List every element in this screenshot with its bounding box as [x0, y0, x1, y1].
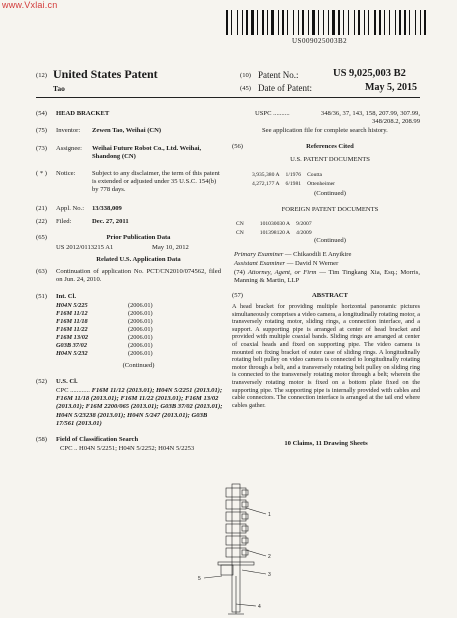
attorney: [234, 269, 420, 285]
refs-code: (56): [232, 143, 243, 150]
assignee-value: Weihai Future Robot Co., Ltd. Weihai, Shandong (CN): [92, 145, 202, 161]
patent-number: US 9,025,003 B2: [333, 68, 406, 79]
intcl-row: [56, 350, 153, 358]
intcl-year: (2006.01): [128, 342, 153, 349]
foreign-doc-no: 101030030 A: [259, 221, 291, 227]
intcl-year: (2006.01): [128, 310, 153, 317]
header-rule: [36, 97, 420, 98]
see-application: See application file for complete search history.: [262, 127, 388, 134]
intcl-continued: (Continued): [122, 362, 155, 369]
us-doc-row: [252, 181, 339, 188]
intcl-table: [56, 302, 153, 358]
attorney-name: — Tim Tingkang Xia, Esq.; Morris, Manning & Martin, LLP: [234, 269, 420, 285]
drawing-label-5: 5: [198, 576, 201, 582]
video-camera: [242, 514, 248, 519]
inventor-code: (75): [36, 127, 47, 134]
uscl-code: (52): [36, 378, 47, 385]
sliding-ring-module: [226, 488, 246, 497]
uspc-classes: 348/36, 37, 143, 158, 207.99, 307.99, 348/208.2, 208.99: [320, 110, 420, 126]
field-code: (58): [36, 436, 47, 443]
us-doc-date: 6/1981: [285, 181, 302, 187]
assignee-code: (73): [36, 145, 47, 152]
foreign-continued: (Continued): [314, 237, 346, 244]
inventor-value: Zewen Tao, Weihai (CN): [92, 127, 162, 134]
intcl-row: [56, 318, 153, 326]
prior-pub-number: US 2012/0113215 A1: [56, 244, 114, 251]
video-camera: [242, 490, 248, 495]
assignee-label: Assignee:: [56, 145, 83, 152]
intcl-class: H04N 5/225: [56, 302, 88, 309]
barcode-number: US009025003B2: [292, 37, 348, 45]
watermark-text: www.Vxlai.cn: [2, 0, 58, 10]
sliding-ring-module: [226, 536, 246, 545]
prior-pub-date: May 10, 2012: [152, 244, 189, 251]
attorney-code: (74): [234, 269, 245, 276]
intcl-row: [56, 326, 153, 334]
notice-code: ( * ): [36, 170, 47, 177]
us-doc-date: 1/1976: [285, 172, 302, 178]
appl-code: (21): [36, 205, 47, 212]
drawing-label-4: 4: [258, 604, 261, 610]
foreign-doc-cc: CN: [236, 221, 244, 227]
us-doc-no: 3,935,380 A: [252, 172, 280, 178]
filed-code: (22): [36, 218, 47, 225]
intcl-code: (51): [36, 293, 47, 300]
abstract-text: A head bracket for providing multiple horizontal panoramic pictures simultaneously comprises a video camera, a longitudinally rotating motor, a transversely rotating motor, sliding rings, a connection interface, and a support. A supporting pipe is arranged at center of head bracket and provided with multiple coaxial bands. Sliding rings are arranged at center of coaxial heads and fixed on supporting pipe. The video camera is mounted on fixing bracket of outer case of sliding rings. A longitudinally rotating belt pulley on video camera is connected to longitudinally rotating motor through a belt, and a transversely rotating belt pulley on sliding ring is connected to the transversely rotating motor through a belt; wherein the transversely rotating motor is fixed on a bottom plate fixed on the supporting pipe. The supporting pipe is internally provided with cables and cable connectors. The connection interface is arranged at the tail end where cables gather.: [232, 303, 420, 409]
intcl-class: G03B 37/02: [56, 342, 87, 349]
intcl-year: (2006.01): [128, 334, 153, 341]
foreign-doc-cc: CN: [236, 230, 244, 236]
patent-title-heading: United States Patent: [53, 67, 158, 81]
uscl-label: U.S. Cl.: [56, 378, 78, 385]
sliding-ring-module: [226, 524, 246, 533]
abstract-heading: ABSTRACT: [312, 292, 348, 299]
appl-label: Appl. No.:: [56, 205, 85, 212]
us-docs-table: [250, 170, 341, 190]
us-doc-name: Coutta: [307, 172, 322, 178]
foreign-doc-date: 9/2007: [296, 221, 312, 227]
foreign-doc-row: [236, 221, 316, 228]
primary-examiner: [234, 251, 424, 259]
invention-title: HEAD BRACKET: [56, 110, 110, 117]
prior-code: (65): [36, 234, 47, 241]
appl-number: 13/338,009: [92, 205, 122, 212]
claims-summary: 10 Claims, 11 Drawing Sheets: [284, 440, 368, 447]
refs-heading: References Cited: [306, 143, 354, 150]
field-label: Field of Classification Search: [56, 436, 139, 443]
intcl-label: Int. Cl.: [56, 293, 76, 300]
intcl-year: (2006.01): [128, 350, 153, 357]
attorney-label: Attorney, Agent, or Firm: [247, 269, 317, 276]
intcl-row: [56, 302, 153, 310]
video-camera: [242, 526, 248, 531]
video-camera: [242, 502, 248, 507]
intcl-row: [56, 334, 153, 342]
foreign-doc-no: 101398120 A: [259, 230, 291, 236]
continuation-text: Continuation of application No. PCT/CN2010/074562, filed on Jun. 24, 2010.: [56, 268, 221, 284]
intcl-year: (2006.01): [128, 302, 153, 309]
prior-pub-heading: Prior Publication Data: [106, 234, 171, 241]
abstract-code: (57): [232, 292, 243, 299]
foreign-heading: FOREIGN PATENT DOCUMENTS: [281, 206, 379, 213]
drawing-label-1: 1: [268, 512, 271, 518]
us-doc-name: Ottenheimer: [307, 181, 336, 187]
related-heading: Related U.S. Application Data: [96, 256, 181, 263]
sliding-ring-module: [226, 548, 246, 557]
country-code: (12): [36, 72, 47, 79]
uspc-label: USPC ..........: [255, 110, 290, 117]
assistant-examiner-label: Assistant Examiner: [234, 260, 286, 267]
foreign-doc-date: 4/2009: [296, 230, 312, 236]
us-doc-row: [252, 172, 339, 179]
inventor-label: Inventor:: [56, 127, 81, 134]
intcl-year: (2006.01): [128, 326, 153, 333]
patent-no-code: (10): [240, 72, 251, 79]
date-code: (45): [240, 85, 251, 92]
cpc-label: CPC ............: [56, 387, 90, 394]
primary-examiner-label: Primary Examiner: [234, 251, 284, 258]
us-doc-no: 4,272,177 A: [252, 181, 280, 187]
date-of-patent-label: Date of Patent:: [258, 83, 312, 93]
foreign-docs-table: [234, 219, 318, 239]
filed-date: Dec. 27, 2011: [92, 218, 129, 225]
patent-no-label: Patent No.:: [258, 70, 299, 80]
notice-text: Subject to any disclaimer, the term of this patent is extended or adjusted under 35 U.S.C. 154(b) by 778 days.: [92, 170, 220, 194]
us-docs-continued: (Continued): [314, 190, 346, 197]
title-code: (54): [36, 110, 47, 117]
intcl-row: [56, 342, 153, 350]
continuation-code: (63): [36, 268, 47, 275]
cpc-block: [56, 387, 224, 428]
video-camera: [242, 550, 248, 555]
intcl-class: F16M 11/18: [56, 318, 88, 325]
barcode: [226, 10, 446, 35]
bottom-plate: [218, 562, 254, 565]
drawing-label-3: 3: [268, 572, 271, 578]
field-cpc: CPC .. H04N 5/2251; H04N 5/2252; H04N 5/2253: [60, 445, 195, 452]
notice-label: Notice:: [56, 170, 76, 177]
intcl-row: [56, 310, 153, 318]
intcl-class: F16M 11/22: [56, 326, 88, 333]
us-docs-heading: U.S. PATENT DOCUMENTS: [290, 156, 370, 163]
assistant-examiner: [234, 260, 424, 268]
intcl-year: (2006.01): [128, 318, 153, 325]
cpc-classes: F16M 11/12 (2013.01); H04N 5/2251 (2013.01); F16M 11/18 (2013.01); F16M 11/22 (2013.01); F16M 13/02 (2013.01); F16M 2200/065 (2013.01); G03B 37/02 (2013.01); H04N 5/23238 (2013.01); H04N 5/247 (2013.01); G03B 17/561 (2013.01): [56, 387, 223, 427]
sliding-ring-module: [226, 500, 246, 509]
filed-label: Filed:: [56, 218, 72, 225]
intcl-class: H04N 5/232: [56, 350, 88, 357]
intcl-class: F16M 13/02: [56, 334, 89, 341]
sliding-ring-module: [226, 512, 246, 521]
video-camera: [242, 538, 248, 543]
assistant-examiner-name: — David N Werner: [286, 260, 339, 267]
primary-examiner-name: — Chikaodili E Anyikire: [284, 251, 352, 258]
inventor-short-name: Tao: [53, 84, 65, 93]
date-of-patent: May 5, 2015: [365, 82, 417, 93]
motor-box: [221, 565, 233, 575]
foreign-doc-row: [236, 230, 316, 237]
intcl-class: F16M 11/12: [56, 310, 88, 317]
drawing-label-2: 2: [268, 554, 271, 560]
head-bracket-drawing: [192, 478, 282, 618]
